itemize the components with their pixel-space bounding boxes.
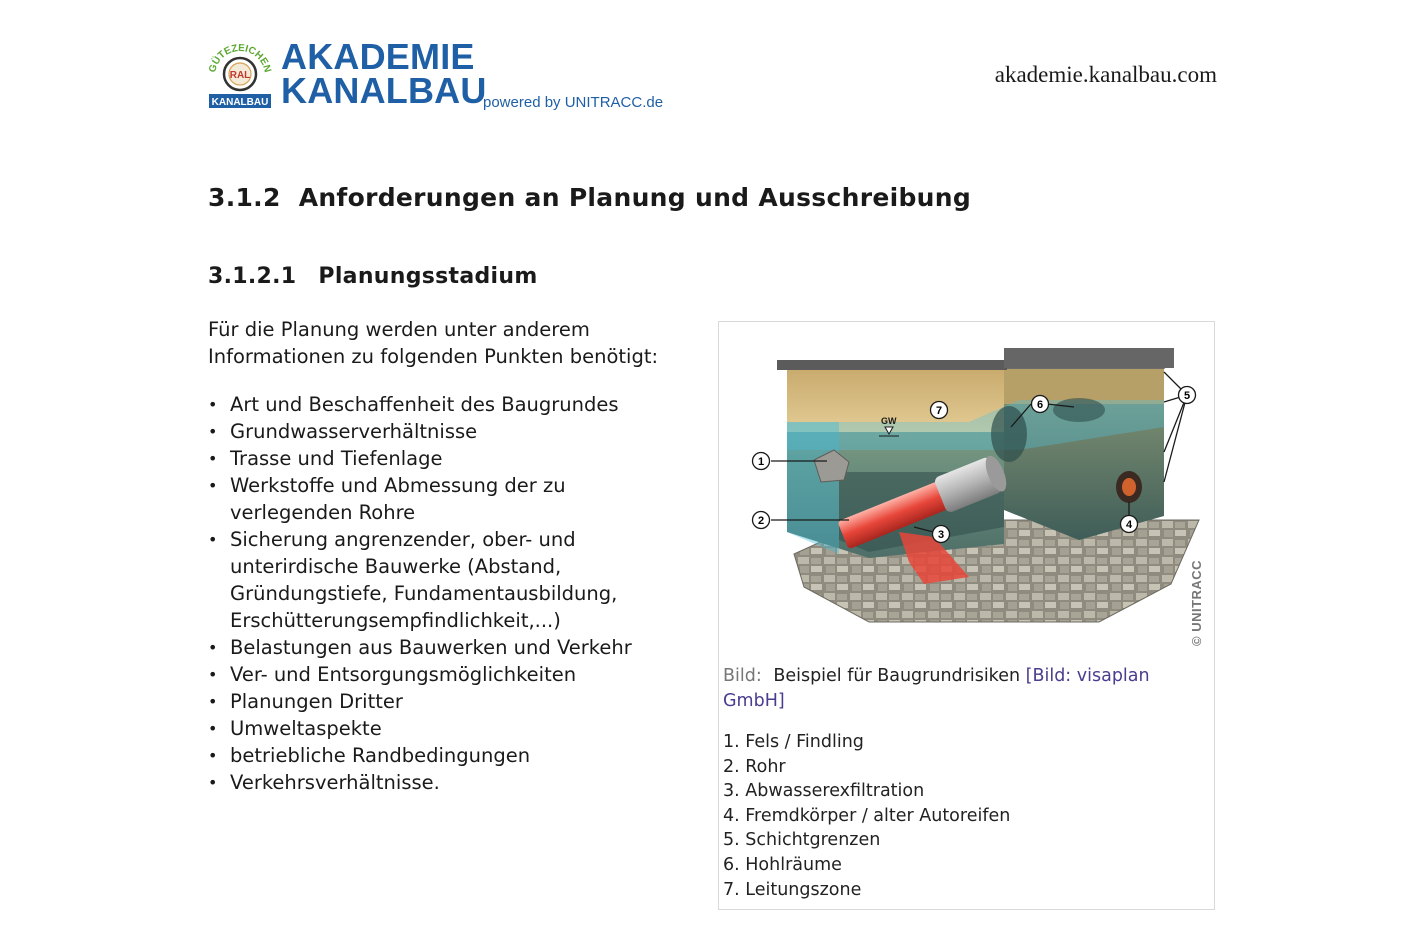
seal-center-text: RAL [229,70,251,81]
figure-box [718,321,1215,910]
list-item: • betriebliche Randbedingungen [208,742,668,769]
logo-powered-by: powered by UNITRACC.de [483,94,664,111]
list-item: • Umweltaspekte [208,715,668,742]
seal-top-text: GÜTEZEICHEN [207,42,273,74]
marker-3-label: 3 [937,529,945,541]
legend-item: 4. Fremdkörper / alter Autoreifen [723,805,1011,826]
legend-item: 2. Rohr [723,756,786,777]
figure-caption [723,664,1193,714]
list-item: • Belastungen aus Bauwerken und Verkehr [208,634,668,661]
figure-legend [723,730,1010,902]
list-item: • Art und Beschaffenheit des Baugrundes [208,391,668,418]
subsection-heading [208,264,538,289]
legend-item: 6. Hohlräume [723,854,842,875]
section-heading [208,183,971,212]
subsection-title: Planungsstadium [318,264,538,289]
logo-title [281,36,487,111]
caption-label: Bild: [723,666,762,686]
list-item: • Sicherung angrenzender, ober- und unterirdische Bauwerke (Abstand, Gründungstiefe, Fundamentausbildung, Erschütterungsempfindlichkeit,...) [208,526,668,634]
logo-title-line1: AKADEMIE [281,36,475,77]
intro-paragraph [208,316,678,370]
caption-credit-link[interactable]: [Bild: visaplan GmbH] [723,666,1150,711]
marker-1-label: 1 [757,456,765,468]
list-item: • Trasse und Tiefenlage [208,445,668,472]
subsection-number: 3.1.2.1 [208,264,297,289]
guetezeichen-seal-icon [207,38,273,110]
caption-text: Beispiel für Baugrundrisiken [773,666,1021,686]
marker-7-label: 7 [935,405,943,417]
gw-label: GW [881,416,897,426]
legend-item: 3. Abwasserexfiltration [723,781,925,802]
legend-item: 1. Fels / Findling [723,732,864,752]
ground-risk-illustration [719,322,1214,652]
list-item: • Ver- und Entsorgungsmöglichkeiten [208,661,668,688]
legend-item: 7. Leitungszone [723,879,862,900]
marker-4-label: 4 [1125,519,1133,531]
site-url[interactable]: akademie.kanalbau.com [994,62,1217,87]
intro-line2: Informationen zu folgenden Punkten benötigt: [208,345,659,368]
intro-line1: Für die Planung werden unter anderem [208,318,590,341]
copyright-notice: © UNITRACC [1189,559,1204,646]
logo-title-line2: KANALBAU [281,70,487,111]
akademie-kanalbau-logo[interactable] [207,38,677,118]
seal-bottom-text: KANALBAU [211,97,269,108]
marker-5-label: 5 [1183,390,1191,402]
requirements-list [208,391,668,796]
section-title: Anforderungen an Planung und Ausschreibung [298,183,972,212]
section-number: 3.1.2 [208,183,281,212]
marker-6-label: 6 [1036,399,1044,411]
legend-item: 5. Schichtgrenzen [723,830,881,851]
list-item: • Werkstoffe und Abmessung der zu verlegenden Rohre [208,472,668,526]
list-item: • Verkehrsverhältnisse. [208,769,668,796]
list-item: • Planungen Dritter [208,688,668,715]
list-item: • Grundwasserverhältnisse [208,418,668,445]
marker-2-label: 2 [757,515,765,527]
